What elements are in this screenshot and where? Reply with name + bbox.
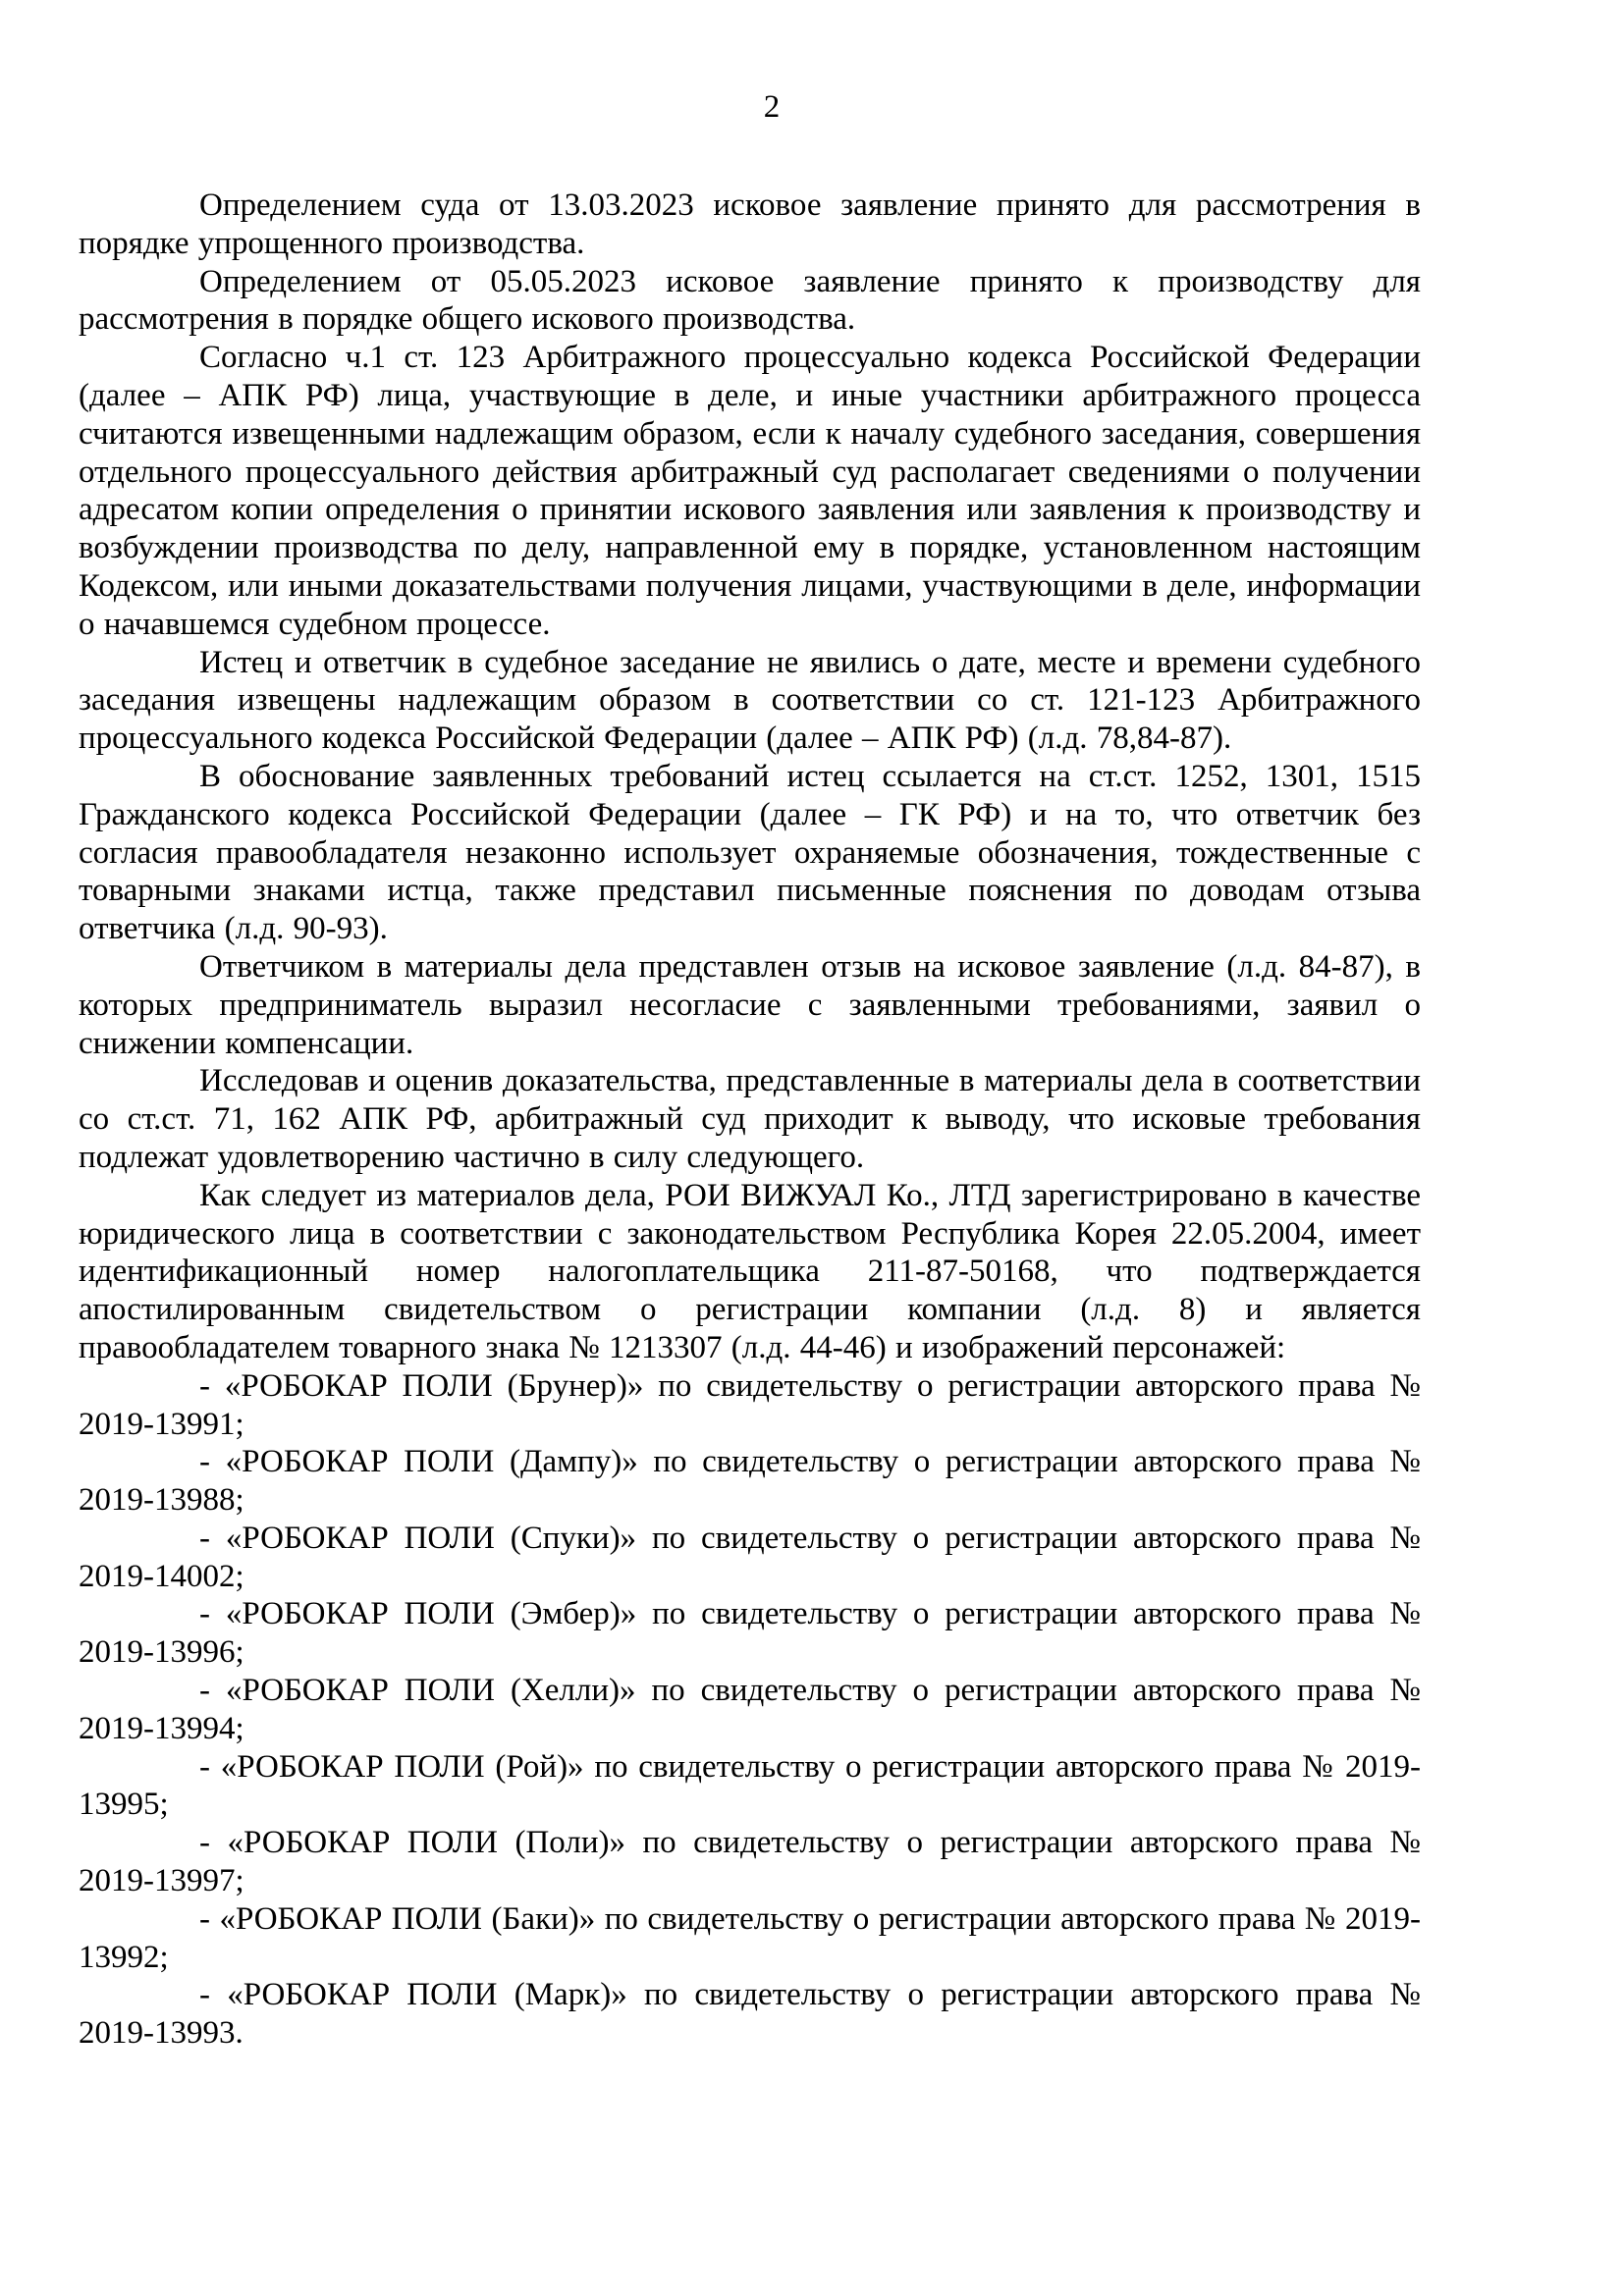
list-item: - «РОБОКАР ПОЛИ (Марк)» по свидетельству о регистрации авторского права № 2019-13993.	[79, 1977, 1421, 2052]
paragraph: Как следует из материалов дела, РОИ ВИЖУАЛ Ко., ЛТД зарегистрировано в качестве юридического лица в соответствии с законодательством Республика Корея 22.05.2004, имеет идентификационный номер налогоплательщика 211-87-50168, что подтверждается апостилированным свидетельством о регистрации компании (л.д. 8) и является правообладателем товарного знака № 1213307 (л.д. 44-46) и изображений персонажей:	[79, 1177, 1421, 1365]
paragraph: Истец и ответчик в судебное заседание не явились о дате, месте и времени судебного заседания извещены надлежащим образом в соответствии со ст. 121-123 Арбитражного процессуального кодекса Российской Федерации (далее – АПК РФ) (л.д. 78,84-87).	[79, 644, 1421, 757]
page-number: 2	[763, 89, 781, 125]
paragraph: Определением суда от 13.03.2023 исковое заявление принято для рассмотрения в порядке упрощенного производства.	[79, 187, 1421, 261]
paragraph: В обоснование заявленных требований истец ссылается на ст.ст. 1252, 1301, 1515 Гражданского кодекса Российской Федерации (далее – ГК РФ) и на то, что ответчик без согласия правообладателя незаконно использует охраняемые обозначения, тождественные с товарными знаками истца, также представил письменные пояснения по доводам отзыва ответчика (л.д. 90-93).	[79, 758, 1421, 947]
list-item: - «РОБОКАР ПОЛИ (Эмбер)» по свидетельству о регистрации авторского права № 2019-13996;	[79, 1596, 1421, 1671]
paragraph: - «РОБОКАР ПОЛИ (Брунер)» по свидетельству о регистрации авторского права № 2019-13991;	[79, 1367, 1421, 1442]
paragraph: Согласно ч.1 ст. 123 Арбитражного процессуально кодекса Российской Федерации (далее – АПК РФ) лица, участвующие в деле, и иные участники арбитражного процесса считаются извещенными надлежащим образом, если к началу судебного заседания, совершения отдельного процессуального действия арбитражный суд располагает сведениями о получении адресатом копии определения о принятии искового заявления или заявления к производству и возбуждении производства по делу, направленной ему в порядке, установленном настоящим Кодексом, или иными доказательствами получения лицами, участвующими в деле, информации о начавшемся судебном процессе.	[79, 340, 1421, 642]
paragraph: Ответчиком в материалы дела представлен отзыв на исковое заявление (л.д. 84-87), в которых предприниматель выразил несогласие с заявленными требованиями, заявил о снижении компенсации.	[79, 948, 1421, 1061]
list-item: - «РОБОКАР ПОЛИ (Рой)» по свидетельству о регистрации авторского права № 2019-13995;	[79, 1748, 1421, 1823]
list-item: - «РОБОКАР ПОЛИ (Хелли)» по свидетельству о регистрации авторского права № 2019-13994;	[79, 1673, 1421, 1746]
paragraph: Исследовав и оценив доказательства, представленные в материалы дела в соответствии со ст.ст. 71, 162 АПК РФ, арбитражный суд приходит к выводу, что исковые требования подлежат удовлетворению частично в силу следующего.	[79, 1063, 1421, 1175]
list-item: - «РОБОКАР ПОЛИ (Спуки)» по свидетельству о регистрации авторского права № 2019-14002;	[79, 1520, 1421, 1594]
list-item: - «РОБОКАР ПОЛИ (Баки)» по свидетельству о регистрации авторского права № 2019-13992;	[79, 1900, 1421, 1975]
document-body	[79, 187, 1421, 2053]
list-item: - «РОБОКАР ПОЛИ (Дампу)» по свидетельству о регистрации авторского права № 2019-13988;	[79, 1444, 1421, 1519]
paragraph: Определением от 05.05.2023 исковое заявление принято к производству для рассмотрения в порядке общего искового производства.	[79, 263, 1421, 338]
list-item: - «РОБОКАР ПОЛИ (Поли)» по свидетельству о регистрации авторского права № 2019-13997;	[79, 1825, 1421, 1899]
